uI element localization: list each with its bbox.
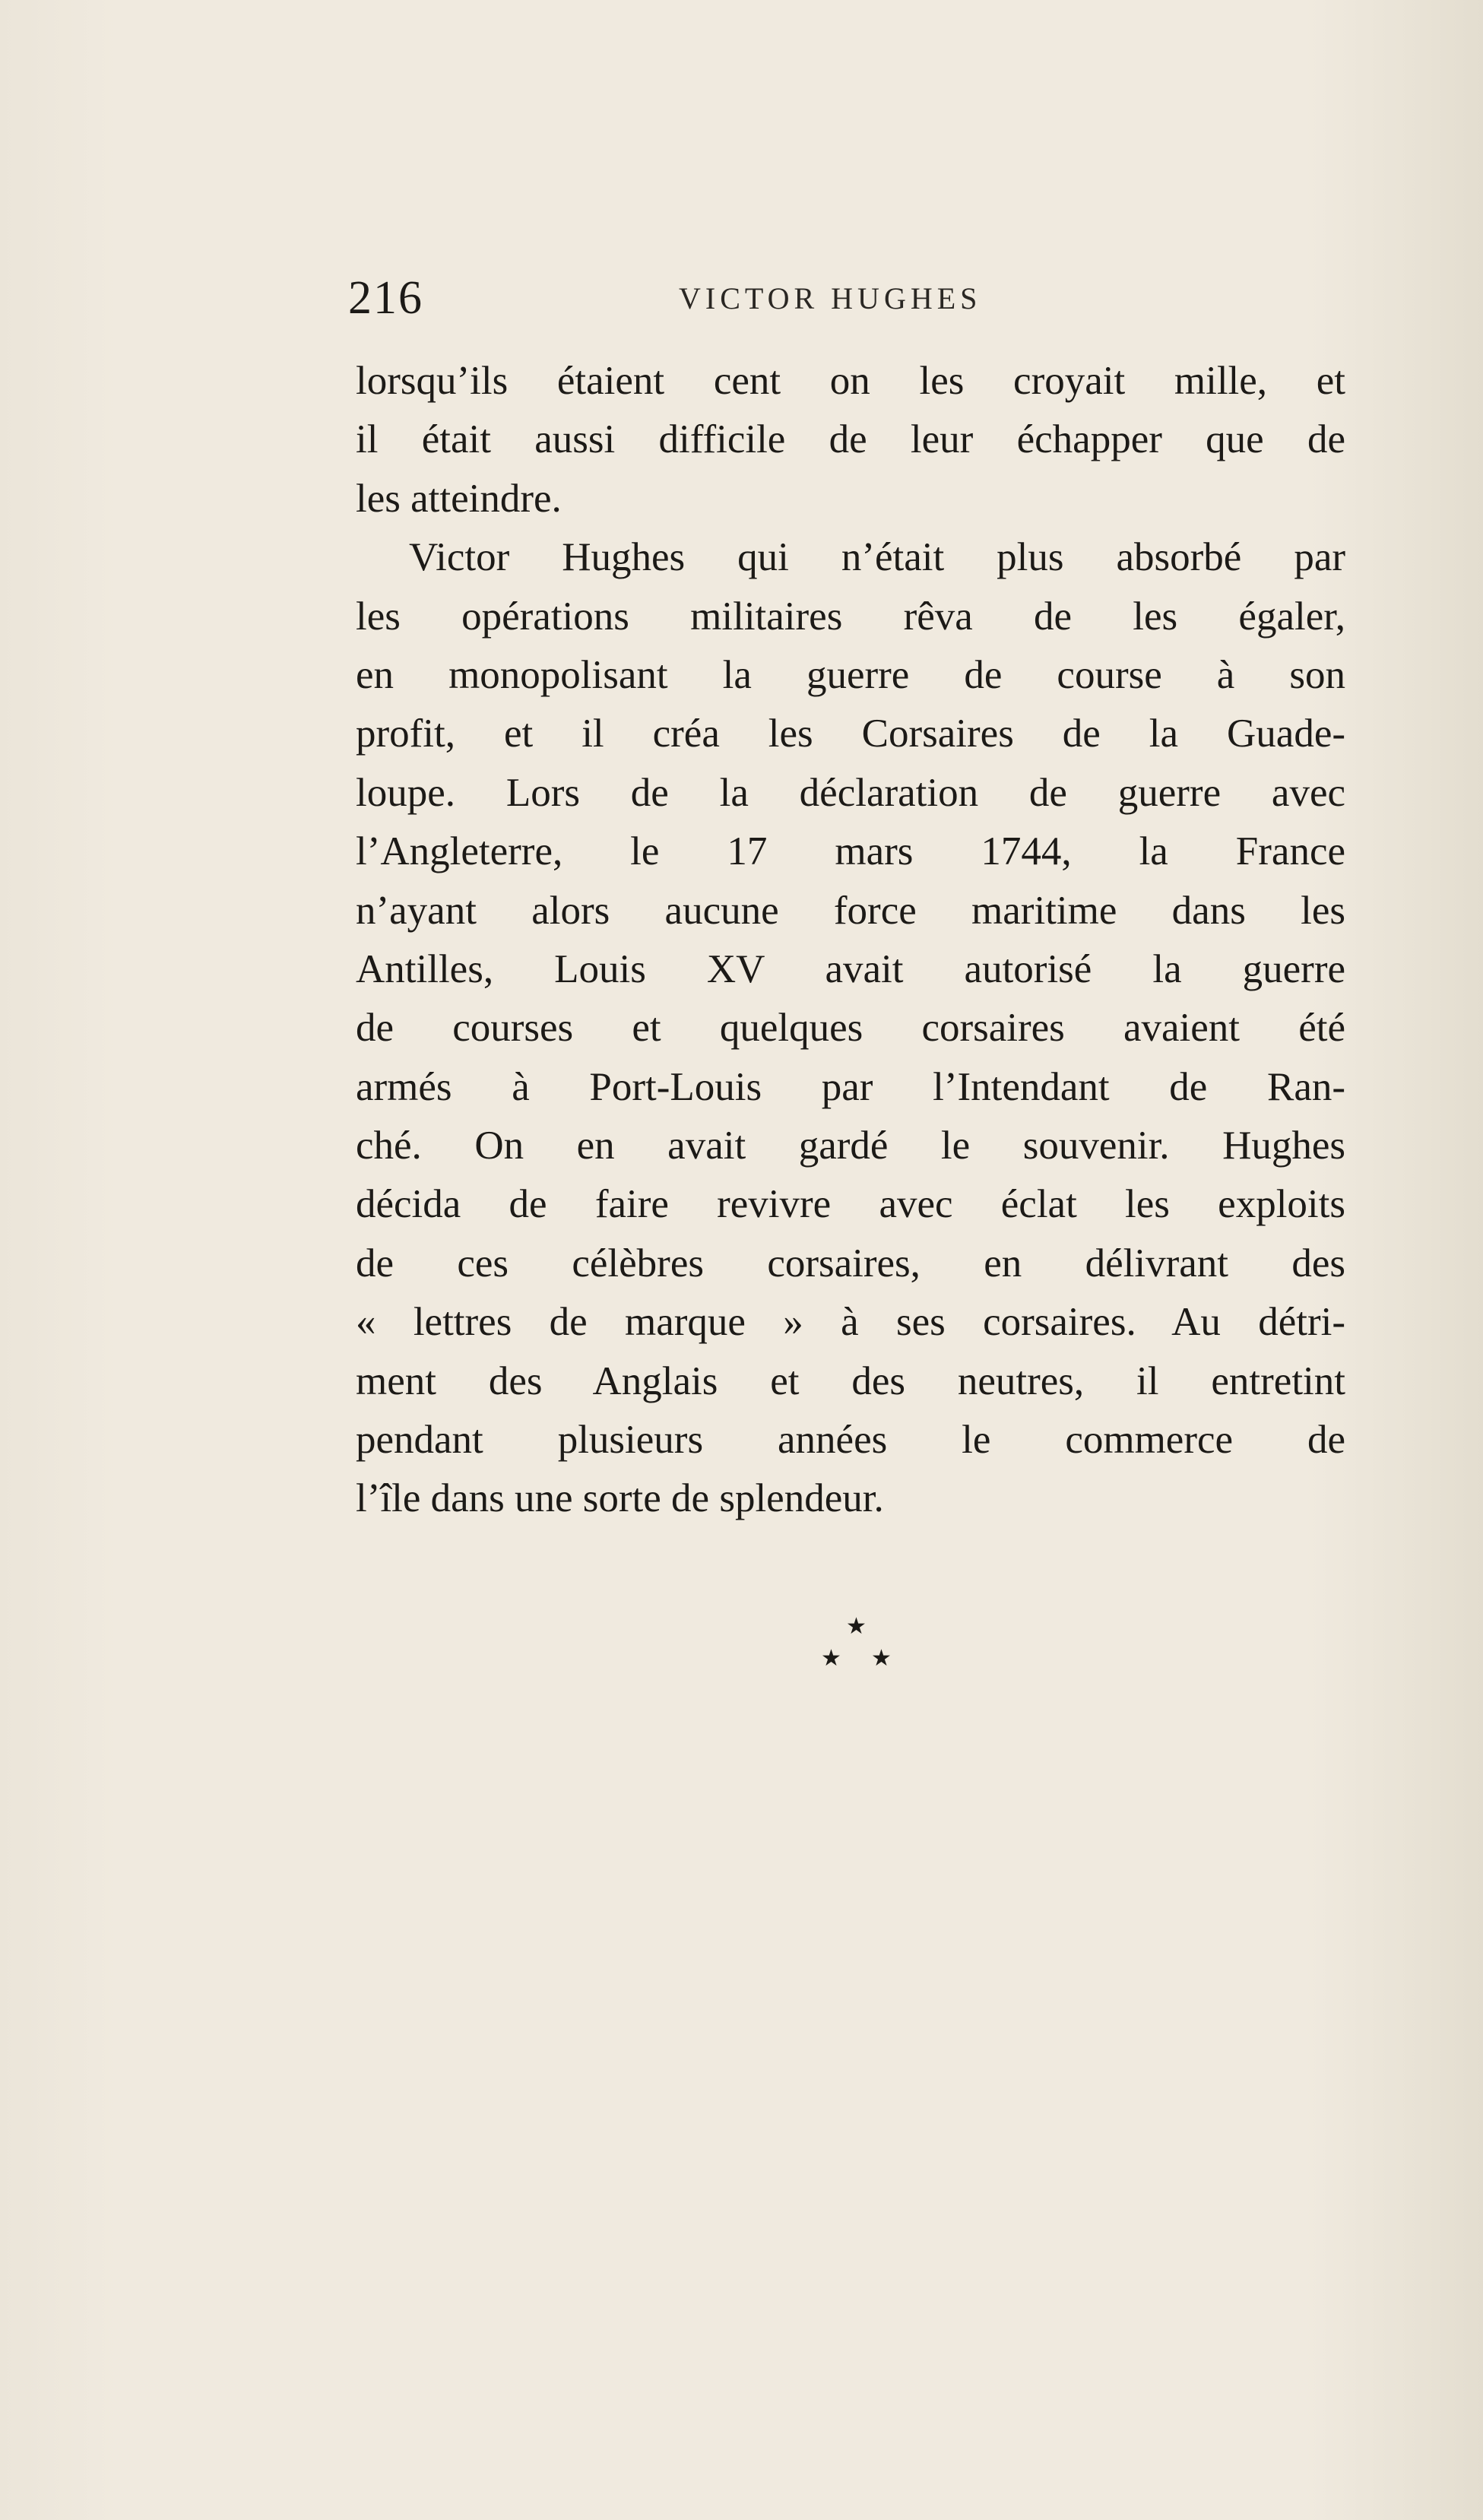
text-line: l’Angleterre, le 17 mars 1744, la France	[356, 829, 1345, 874]
text-line: armés à Port-Louis par l’Intendant de Ran-	[356, 1064, 1345, 1109]
text-line: en monopolisant la guerre de course à son	[356, 652, 1345, 697]
text-line: de courses et quelques corsaires avaient été	[356, 1006, 1345, 1051]
text-line: l’île dans une sorte de splendeur.	[356, 1476, 884, 1521]
text-line: loupe. Lors de la déclaration de guerre avec	[356, 770, 1345, 815]
text-line: lorsqu’ils étaient cent on les croyait mille, et	[356, 359, 1345, 403]
text-line: ché. On en avait gardé le souvenir. Hughes	[356, 1124, 1345, 1168]
text-line: Antilles, Louis XV avait autorisé la guerre	[356, 946, 1345, 991]
text-line: n’ayant alors aucune force maritime dans les	[356, 888, 1345, 933]
running-head	[348, 268, 1351, 328]
star-icon: ★	[846, 1613, 867, 1640]
text-line: les atteindre.	[356, 476, 562, 521]
page-number: 216	[348, 272, 423, 324]
body-text	[356, 352, 1345, 1529]
text-line: les opérations militaires rêva de les égaler,	[356, 594, 1345, 639]
text-line: il était aussi difficile de leur échapper que de	[356, 417, 1345, 462]
running-title: VICTOR HUGHES	[679, 281, 982, 315]
text-line: pendant plusieurs années le commerce de	[356, 1418, 1345, 1463]
text-line: de ces célèbres corsaires, en délivrant des	[356, 1241, 1345, 1285]
text-line: profit, et il créa les Corsaires de la Guade-	[356, 712, 1345, 756]
paragraph-first-line: Victor Hughes qui n’était plus absorbé par	[409, 535, 1345, 580]
star-icon: ★	[871, 1645, 892, 1672]
text-line: « lettres de marque » à ses corsaires. Au détri-	[356, 1300, 1345, 1345]
star-icon: ★	[821, 1645, 841, 1672]
asterism-ornament	[821, 1613, 892, 1684]
text-line: décida de faire revivre avec éclat les exploits	[356, 1182, 1345, 1227]
text-line: ment des Anglais et des neutres, il entretint	[356, 1358, 1345, 1403]
